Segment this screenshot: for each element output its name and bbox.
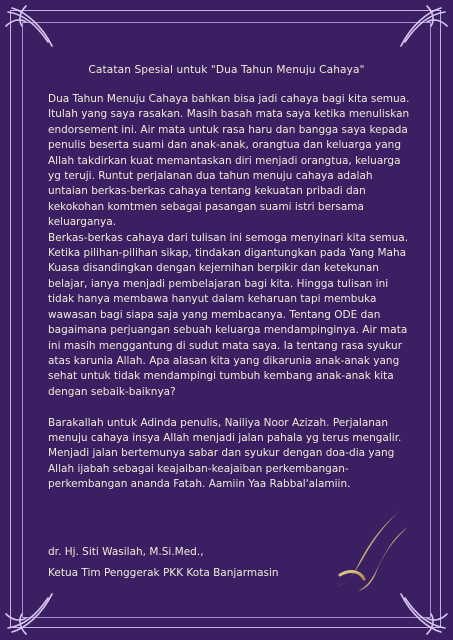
paragraph: Dua Tahun Menuju Cahaya bahkan bisa jadi cahaya bagi kita semua. Itulah yang saya rasakan. Masih basah mata saya ketika menuliskan endorsement ini. Air mata untuk rasa haru dan bangga saya kepada penulis beserta suami dan anak-anak, orangtua dan keluarga yang Allah takdirkan kuat memantaskan diri menjadi orangtua, keluarga yg teruji. Runtut perjalanan dua tahun menuju cahaya adalah untaian berkas-berkas cahaya tentang kekuatan pribadi dan kekokohan komtmen sebagai pasangan suami istri bersama keluarganya. [48,93,410,229]
signatory-name: dr. Hj. Siti Wasilah, M.Si.Med., [48,546,204,558]
paragraph: Berkas-berkas cahaya dari tulisan ini semoga menyinari kita semua. Ketika pilihan-pilihan sikap, tindakan digantungkan pada Yang Maha Kuasa disandingkan dengan kejernihan berpikir dan ketekunan belajar, ianya menjadi pembelajaran bagi kita. Hingga tulisan ini tidak hanya membawa hanyut dalam keharuan tapi membuka wawasan bagi siapa saja yang membacanya. Tentang ODE dan bagaimana perjuangan sebuah keluarga mendampinginya. Air mata ini masih menggantung di sudut mata saya. Ia tentang rasa syukur atas karunia Allah. Apa alasan kita yang dikarunia anak-anak yang sehat untuk tidak mendampingi tumbuh kembang anak-anak kita dengan sebaik-baiknya? [48,231,409,398]
endorsement-text [48,92,410,493]
signatory-role: Ketua Tim Penggerak PKK Kota Banjarmasin [48,567,279,579]
corner-flourish-icon [391,2,451,62]
page-title: Catatan Spesial untuk "Dua Tahun Menuju Cahaya" [88,64,365,76]
corner-flourish-icon [2,578,62,638]
signature-block [48,542,318,584]
corner-flourish-icon [2,2,62,62]
paragraph: Barakallah untuk Adinda penulis, Nailiya Noor Azizah. Perjalanan menuju cahaya insya Allah menjadi jalan pahala yg terus mengalir. Menjadi jalan bertemunya sabar dan syukur dengan doa-dia yang Allah ijabah sebagai keajaiban-keajaiban perkembangan-perkembangan ananda Fatah. Aamiin Yaa Rabbal'alamiin. [48,416,402,491]
gold-swirl-logo-icon [330,505,412,595]
